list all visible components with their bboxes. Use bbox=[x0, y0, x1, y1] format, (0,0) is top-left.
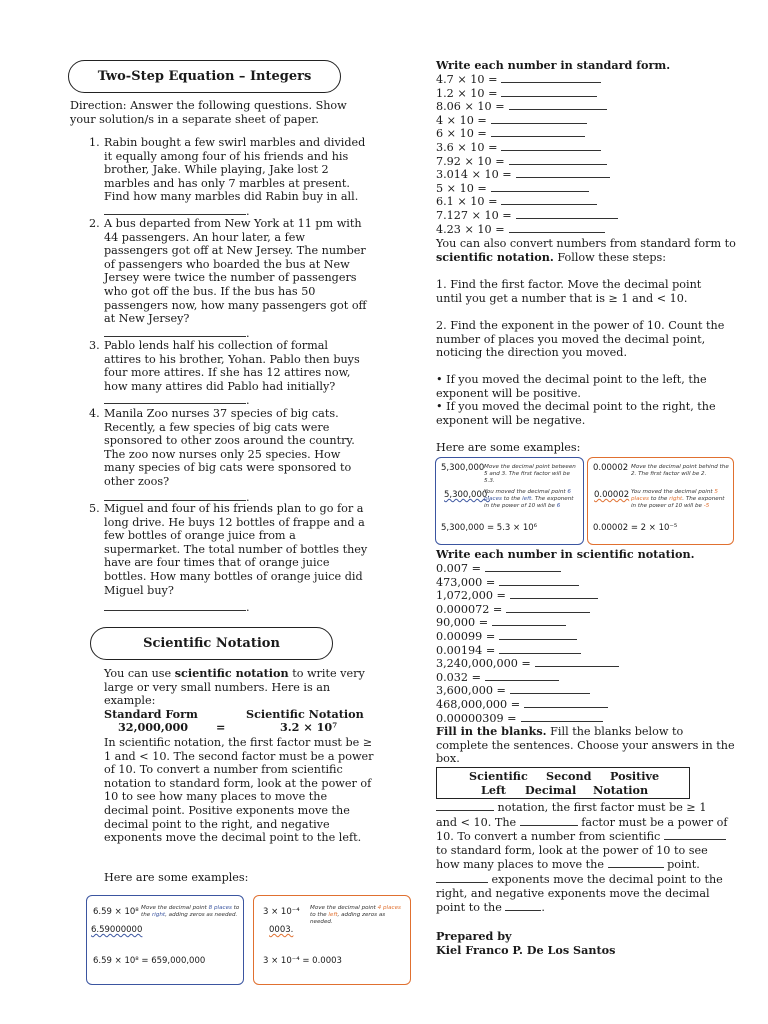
answer-line[interactable]: . bbox=[104, 393, 250, 408]
author-name: Kiel Franco P. De Los Santos bbox=[436, 943, 616, 957]
sci-notation-heading: Write each number in scientific notation. bbox=[436, 547, 695, 561]
problem-number: 2. bbox=[89, 217, 100, 230]
standard-form-item bbox=[436, 208, 618, 223]
sci-intro: You can use scientific notation to write very large or very small numbers. Here is an example: bbox=[104, 666, 365, 708]
answer-blank[interactable] bbox=[521, 711, 603, 722]
answer-blank[interactable] bbox=[524, 697, 608, 708]
item-label: 4.23 × 10 = bbox=[436, 222, 505, 236]
ex4-mid: 0.00002 bbox=[594, 490, 630, 500]
title-two-step: Two-Step Equation – Integers bbox=[68, 60, 341, 93]
item-label: 3,240,000,000 = bbox=[436, 657, 531, 671]
standard-form-item bbox=[436, 222, 605, 237]
standard-form-item bbox=[436, 140, 601, 155]
example-box-1 bbox=[86, 895, 244, 985]
sci-notation-item bbox=[436, 697, 608, 712]
direction-text: Direction: Answer the following questions. Show your solution/s in a separate sheet of paper. bbox=[70, 99, 347, 126]
sci-notation-item bbox=[436, 643, 581, 658]
item-label: 6.1 × 10 = bbox=[436, 195, 498, 209]
item-label: 4.7 × 10 = bbox=[436, 73, 498, 86]
step-1: 1. Find the first factor. Move the decimal point until you get a number that is ≥ 1 and < 10. bbox=[436, 278, 702, 305]
item-label: 468,000,000 = bbox=[436, 698, 521, 711]
problem-number: 4. bbox=[89, 407, 100, 420]
sci-notation-item bbox=[436, 670, 559, 685]
sci-notation-item bbox=[436, 711, 603, 726]
standard-form-item bbox=[436, 86, 597, 101]
answer-blank[interactable] bbox=[664, 829, 726, 840]
ex3-note2: You moved the decimal point 6 places to the left. The exponent in the power of 10 will be 6 bbox=[484, 489, 574, 509]
answer-blank[interactable] bbox=[491, 126, 585, 137]
ex3-note: Move the decimal point between 5 and 3. The first factor will be 5.3. bbox=[484, 464, 576, 484]
problem-text: Rabin bought a few swirl marbles and divided it equally among four of his friends and his brother, Jake. While playing, Jake lost 2 marbles and has only 7 marbles at present. Find how many marbles did Rabin buy in all. bbox=[104, 136, 366, 204]
problem-text: Pablo lends half his collection of formal attires to his brother, Yohan. Pablo then buys four more attires. If she has 12 attires now, how many attires did Pablo had initially? bbox=[104, 339, 360, 393]
standard-form-item bbox=[436, 181, 589, 196]
word-box bbox=[436, 767, 690, 799]
standard-form-item bbox=[436, 72, 601, 87]
answer-blank[interactable] bbox=[516, 208, 618, 219]
answer-blank[interactable] bbox=[506, 602, 590, 613]
std-head: Standard Form bbox=[104, 707, 198, 721]
answer-blank[interactable] bbox=[491, 113, 587, 124]
answer-blank[interactable] bbox=[436, 800, 494, 811]
item-label: 0.032 = bbox=[436, 670, 481, 684]
answer-blank[interactable] bbox=[509, 154, 607, 165]
item-label: 3.6 × 10 = bbox=[436, 141, 498, 154]
item-label: 4 × 10 = bbox=[436, 113, 487, 127]
examples-label-left: Here are some examples: bbox=[104, 871, 249, 884]
problem-text: Manila Zoo nurses 37 species of big cats. Recently, a few species of big cats were sponsored to other zoos around the country. The zoo now nurses only 25 species. How many species of big cats were sponsored to other zoos? bbox=[104, 407, 355, 488]
answer-blank[interactable] bbox=[436, 872, 488, 883]
ex2-top: 3 × 10⁻⁴ bbox=[263, 907, 300, 917]
answer-blank[interactable] bbox=[492, 615, 566, 626]
sci-notation-item bbox=[436, 683, 590, 698]
answer-blank[interactable] bbox=[510, 588, 598, 599]
ex2-bottom: 3 × 10⁻⁴ = 0.0003 bbox=[263, 956, 342, 966]
sci-notation-item bbox=[436, 602, 590, 617]
sci-notation-item bbox=[436, 575, 579, 590]
problem-text: Miguel and four of his friends plan to go for a long drive. He buys 12 bottles of frappe and a few bottles of orange juice from a supermarket. The total number of bottles they have are four times that of orange juice bottles. How many bottles of orange juice did Miguel buy? bbox=[104, 502, 368, 597]
answer-line[interactable]: . bbox=[104, 326, 250, 341]
example-box-2 bbox=[253, 895, 411, 985]
ex4-top: 0.00002 bbox=[593, 463, 629, 473]
title-scientific-notation: Scientific Notation bbox=[90, 627, 333, 660]
convert-intro: You can also convert numbers from standard form to scientific notation. Follow these steps: bbox=[436, 237, 736, 264]
ex3-bottom: 5,300,000 = 5.3 × 10⁶ bbox=[441, 523, 538, 533]
answer-line[interactable]: . bbox=[104, 600, 250, 615]
item-label: 0.000072 = bbox=[436, 602, 503, 616]
answer-blank[interactable] bbox=[501, 72, 601, 83]
problem-text: A bus departed from New York at 11 pm with 44 passengers. An hour later, a few passengers got off at New Jersey. The number of passengers who boarded the bus at New Jersey were twice the number of passengers who got off the bus. If the bus has 50 passengers now, how many passengers got off at New Jersey? bbox=[104, 217, 367, 326]
fill-instructions: Fill in the blanks. Fill the blanks below to complete the sentences. Choose your answers in the box. bbox=[436, 724, 735, 766]
ex4-bottom: 0.00002 = 2 × 10⁻⁵ bbox=[593, 523, 678, 533]
item-label: 7.92 × 10 = bbox=[436, 154, 505, 168]
bullet-1: • If you moved the decimal point to the left, the exponent will be positive. bbox=[436, 373, 707, 400]
answer-line[interactable]: . bbox=[104, 490, 250, 505]
answer-blank[interactable] bbox=[501, 194, 597, 205]
ex4-note: Move the decimal point behind the 2. The first factor will be 2. bbox=[631, 464, 729, 477]
ex1-mid: 6.59000000 bbox=[91, 925, 143, 935]
problem-number: 3. bbox=[89, 339, 100, 352]
item-label: 473,000 = bbox=[436, 575, 496, 589]
answer-blank[interactable] bbox=[509, 222, 605, 233]
example-box-4 bbox=[587, 457, 734, 545]
standard-form-item bbox=[436, 154, 607, 169]
sci-notation-item bbox=[436, 588, 598, 603]
answer-blank[interactable] bbox=[608, 857, 664, 868]
ex3-top: 5,300,000 bbox=[441, 463, 485, 473]
answer-blank[interactable] bbox=[535, 656, 619, 667]
standard-form-item bbox=[436, 167, 610, 182]
word-item: Decimal bbox=[525, 783, 577, 797]
sci-notation-item bbox=[436, 629, 577, 644]
fill-paragraph: notation, the first factor must be ≥ 1 and < 10. The factor must be a power of 10. To convert a number from scientific to standard form, look at the power of 10 to see how many places to move the point. exponents move the decimal point to the right, and negative exponents move the decimal point to the . bbox=[436, 801, 728, 915]
answer-blank[interactable] bbox=[505, 900, 541, 911]
standard-form-heading: Write each number in standard form. bbox=[436, 58, 671, 72]
answer-line[interactable]: . bbox=[104, 204, 250, 219]
ex2-mid: 0003. bbox=[269, 925, 294, 935]
answer-blank[interactable] bbox=[485, 670, 559, 681]
item-label: 1.2 × 10 = bbox=[436, 86, 498, 100]
prepared-by: Prepared by bbox=[436, 929, 512, 943]
answer-blank[interactable] bbox=[499, 575, 579, 586]
answer-blank[interactable] bbox=[501, 140, 601, 151]
item-label: 6 × 10 = bbox=[436, 127, 487, 141]
sci-notation-item bbox=[436, 656, 619, 671]
item-label: 5 × 10 = bbox=[436, 181, 487, 195]
answer-blank[interactable] bbox=[516, 167, 610, 178]
answer-blank[interactable] bbox=[501, 86, 597, 97]
answer-blank[interactable] bbox=[491, 181, 589, 192]
word-item: Scientific bbox=[469, 769, 528, 783]
sci-notation-item bbox=[436, 615, 566, 630]
item-label: 90,000 = bbox=[436, 616, 489, 630]
answer-blank[interactable] bbox=[499, 643, 581, 654]
word-item: Second bbox=[546, 769, 592, 783]
item-label: 3.014 × 10 = bbox=[436, 168, 512, 182]
problem-number: 5. bbox=[89, 502, 100, 515]
step-2: 2. Find the exponent in the power of 10. Count the number of places you moved the decimal point, noticing the direction you moved. bbox=[436, 319, 725, 360]
sci-head: Scientific Notation bbox=[246, 707, 364, 721]
answer-blank[interactable] bbox=[499, 629, 577, 640]
word-item: Left bbox=[481, 783, 506, 797]
bullet-2: • If you moved the decimal point to the right, the exponent will be negative. bbox=[436, 400, 716, 427]
ex3-mid: 5,300,000. bbox=[444, 490, 490, 500]
answer-blank[interactable] bbox=[509, 99, 607, 110]
standard-form-item bbox=[436, 99, 607, 114]
sci-val: 3.2 × 10⁷ bbox=[280, 720, 338, 734]
answer-blank[interactable] bbox=[485, 561, 561, 572]
answer-blank[interactable] bbox=[520, 815, 578, 826]
item-label: 7.127 × 10 = bbox=[436, 209, 512, 222]
item-label: 0.007 = bbox=[436, 562, 481, 575]
examples-label-right: Here are some examples: bbox=[436, 441, 581, 454]
standard-form-item bbox=[436, 194, 597, 209]
ex1-top: 6.59 × 10⁸ bbox=[93, 907, 139, 917]
standard-form-item bbox=[436, 113, 587, 128]
std-val: 32,000,000 bbox=[118, 720, 189, 734]
item-label: 3,600,000 = bbox=[436, 684, 506, 698]
problem-number: 1. bbox=[89, 136, 100, 149]
item-label: 0.00099 = bbox=[436, 630, 496, 643]
answer-blank[interactable] bbox=[510, 683, 590, 694]
ex2-note: Move the decimal point 4 places to the left, adding zeros as needed. bbox=[310, 905, 401, 925]
ex4-note2: You moved the decimal point 5 places to the right. The exponent in the power of 10 will be -5 bbox=[631, 489, 725, 509]
item-label: 0.00194 = bbox=[436, 643, 496, 657]
item-label: 8.06 × 10 = bbox=[436, 100, 505, 114]
sci-explain: In scientific notation, the first factor must be ≥ 1 and < 10. The second factor must be a power of 10. To convert a number from scientific notation to standard form, look at the power of 10 to see how many places to move the decimal point. Positive exponents move the decimal point to the right, and negative exponents move the decimal point to the left. bbox=[104, 736, 374, 845]
example-box-3 bbox=[435, 457, 584, 545]
item-label: 0.00000309 = bbox=[436, 711, 517, 725]
word-item: Positive bbox=[610, 769, 660, 783]
sci-notation-item bbox=[436, 561, 561, 576]
eq-sign: = bbox=[216, 720, 226, 734]
item-label: 1,072,000 = bbox=[436, 589, 506, 603]
word-item: Notation bbox=[593, 783, 649, 797]
ex1-bottom: 6.59 × 10⁸ = 659,000,000 bbox=[93, 956, 206, 966]
standard-form-item bbox=[436, 126, 585, 141]
ex1-note: Move the decimal point 8 places to the right, adding zeros as needed. bbox=[141, 905, 240, 918]
